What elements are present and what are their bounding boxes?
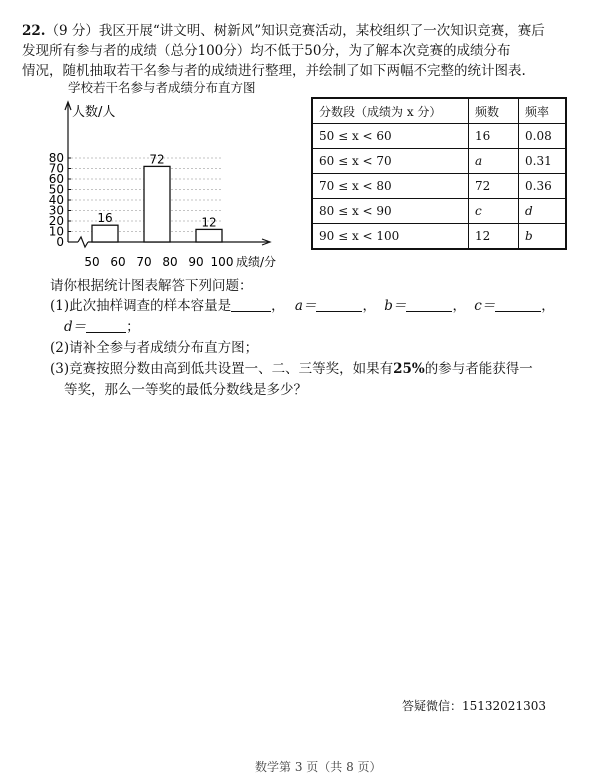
x-axis-label: 成绩/分 — [236, 255, 277, 269]
y-tick-label: 80 — [48, 151, 64, 165]
question-line-1 — [22, 21, 545, 41]
a-blank[interactable] — [316, 297, 362, 312]
bar-data-label: 12 — [201, 215, 217, 230]
table-cell: 16 — [469, 124, 519, 149]
chart-title: 学校若干名参与者成绩分布直方图 — [68, 80, 256, 95]
sub3-percent: 25% — [393, 361, 425, 377]
y-tick-label: 70 — [48, 161, 64, 176]
table-cell: b — [519, 224, 567, 250]
table-cell: 70 ≤ x < 80 — [312, 174, 469, 199]
x-tick-label: 70 — [136, 255, 152, 269]
question-number: 22. — [22, 23, 46, 39]
table-cell: c — [469, 199, 519, 224]
c-label: c＝ — [474, 298, 496, 314]
table-cell: 0.36 — [519, 174, 567, 199]
table-cell: 50 ≤ x < 60 — [312, 124, 469, 149]
x-tick-label: 100 — [210, 255, 234, 269]
d-blank[interactable] — [86, 318, 126, 333]
semicolon: ； — [126, 319, 140, 335]
bar-data-label: 16 — [97, 211, 113, 226]
question-points: （9 分） — [45, 23, 99, 39]
sub-question-3-line-1 — [50, 359, 533, 379]
x-axis-break — [78, 237, 88, 247]
y-tick-label: 50 — [48, 182, 64, 197]
contact-footer: 答疑微信：15132021303 — [402, 699, 546, 713]
table-row — [312, 149, 566, 174]
histogram-chart — [30, 96, 305, 276]
question-line-2: 发现所有参与者的成绩（总分100分）均不低于50分，为了解本次竞赛的成绩分布 — [22, 43, 511, 59]
x-tick-label: 80 — [162, 255, 178, 269]
question-text-1: 我区开展“讲文明、树新风”知识竞赛活动，某校组织了一次知识竞赛，赛后 — [98, 23, 545, 39]
comma: ， — [271, 298, 285, 314]
comma: ， — [362, 298, 376, 314]
sub-question-1 — [50, 296, 555, 316]
b-blank[interactable] — [406, 297, 452, 312]
table-header-row — [312, 98, 566, 124]
y-tick-label: 0 — [56, 235, 64, 249]
table-cell: 80 ≤ x < 90 — [312, 199, 469, 224]
comma: ， — [541, 298, 555, 314]
table-cell: 72 — [469, 174, 519, 199]
a-label: a＝ — [294, 298, 317, 314]
y-tick-label: 10 — [48, 224, 64, 239]
histogram-bar — [92, 225, 118, 242]
x-tick-label: 50 — [84, 255, 100, 269]
table-cell: 60 ≤ x < 70 — [312, 149, 469, 174]
table-row — [312, 124, 566, 149]
d-label: d＝ — [64, 319, 87, 335]
table-header: 分数段（成绩为 x 分） — [312, 98, 469, 124]
y-axis-label: 人数/人 — [72, 105, 116, 120]
sub3-text-b: 的参与者能获得一 — [424, 361, 533, 377]
sub1-lead: (1)此次抽样调查的样本容量是 — [50, 298, 232, 314]
table-row — [312, 224, 566, 250]
table-cell: 0.31 — [519, 149, 567, 174]
sub-question-3-line-2: 等奖，那么一等奖的最低分数线是多少？ — [64, 382, 307, 398]
prompt-text: 请你根据统计图表解答下列问题： — [50, 278, 253, 294]
table-cell: 90 ≤ x < 100 — [312, 224, 469, 250]
sub-question-1-d — [64, 317, 140, 337]
y-tick-label: 30 — [48, 203, 64, 218]
table-cell: 12 — [469, 224, 519, 250]
histogram-bar — [196, 229, 222, 242]
table-cell: d — [519, 199, 567, 224]
x-tick-label: 60 — [110, 255, 126, 269]
x-tick-label: 90 — [188, 255, 204, 269]
y-tick-label: 20 — [48, 214, 64, 228]
bar-data-label: 72 — [149, 152, 165, 167]
sub-question-2: (2)请补全参与者成绩分布直方图； — [50, 340, 259, 356]
table-header: 频数 — [469, 98, 519, 124]
frequency-table — [311, 97, 567, 250]
b-label: b＝ — [384, 298, 407, 314]
sub3-text-a: (3)竞赛按照分数由高到低共设置一、二、三等奖，如果有 — [50, 361, 394, 377]
histogram-bar — [144, 166, 170, 242]
question-line-3: 情况，随机抽取若干名参与者的成绩进行整理，并绘制了如下两幅不完整的统计图表. — [22, 63, 526, 79]
c-blank[interactable] — [495, 297, 541, 312]
comma: ， — [452, 298, 466, 314]
table-header: 频率 — [519, 98, 567, 124]
table-cell: 0.08 — [519, 124, 567, 149]
table-row — [312, 199, 566, 224]
table-row — [312, 174, 566, 199]
y-tick-label: 40 — [48, 193, 64, 207]
page-number: 数学第 3 页（共 8 页） — [255, 760, 382, 774]
sample-size-blank[interactable] — [231, 297, 271, 312]
table-cell: a — [469, 149, 519, 174]
y-tick-label: 60 — [48, 172, 64, 186]
